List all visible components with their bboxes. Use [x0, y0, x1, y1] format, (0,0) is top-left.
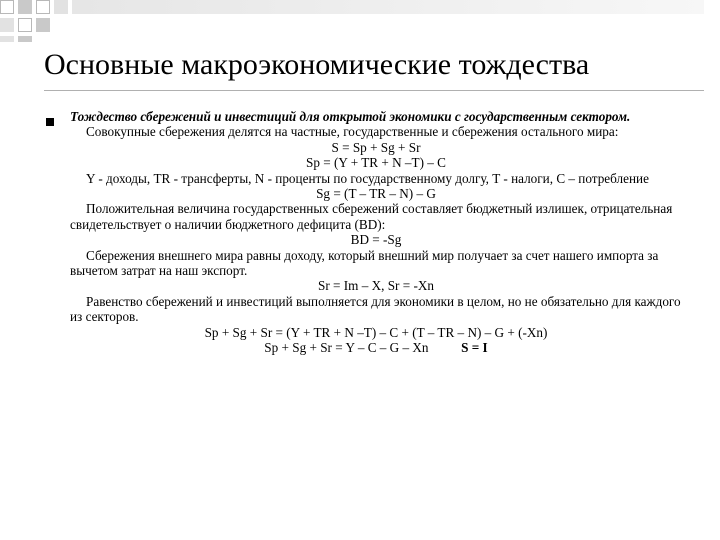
top-band [72, 0, 704, 14]
paragraph-budget: Положительная величина государственных сбережений составляет бюджетный излишек, отрицательная свидетельствует о наличии бюджетного дефицита (BD): [70, 201, 673, 232]
paragraph-definitions: Y - доходы, TR - трансферты, N - проценты по государственному долгу, T - налоги, C – потребление [86, 170, 649, 186]
equation-total-savings: S = Sp + Sg + Sr [331, 139, 421, 155]
equation-sum-expanded: Sp + Sg + Sr = (Y + TR + N –T) – C + (T – TR – N) – G + (-Xn) [204, 324, 548, 340]
paragraph-equality: Равенство сбережений и инвестиций выполняется для экономики в целом, но не обязательно для каждого из секторов. [70, 293, 681, 325]
paragraph-savings: Совокупные сбережения делятся на частные, государственные и сбережения остального мира: [86, 124, 619, 140]
equation-foreign-savings: Sr = Im – X, Sr = -Xn [318, 278, 434, 294]
decor-square [36, 18, 50, 32]
bullet-icon [46, 118, 54, 126]
decor-square [18, 36, 32, 42]
title-divider [44, 90, 704, 91]
decor-square [36, 0, 50, 14]
paragraph-foreign-savings: Сбережения внешнего мира равны доходу, который внешний мир получает за счет нашего импорта за вычетом затрат на наш экспорт. [70, 247, 659, 279]
equation-budget-deficit: BD = -Sg [350, 232, 402, 248]
decor-square [54, 0, 68, 14]
equation-private-savings: Sp = (Y + TR + N –T) – C [306, 155, 446, 171]
slide-body [70, 109, 682, 356]
equation-s-equals-i: S = I [461, 340, 488, 356]
decor-square [18, 0, 32, 14]
slide-title: Основные макроэкономические тождества [44, 48, 590, 81]
decor-square [0, 18, 14, 32]
equation-government-savings: Sg = (T – TR – N) – G [316, 186, 436, 202]
decorative-squares [0, 0, 720, 42]
decor-square [18, 18, 32, 32]
equation-sum-final [70, 340, 682, 355]
section-heading: Тождество сбережений и инвестиций для открытой экономики с государственным сектором. [70, 109, 631, 124]
decor-square [0, 36, 14, 42]
decor-square [0, 0, 14, 14]
equation-sum-short: Sp + Sg + Sr = Y – C – G – Xn [264, 340, 429, 356]
